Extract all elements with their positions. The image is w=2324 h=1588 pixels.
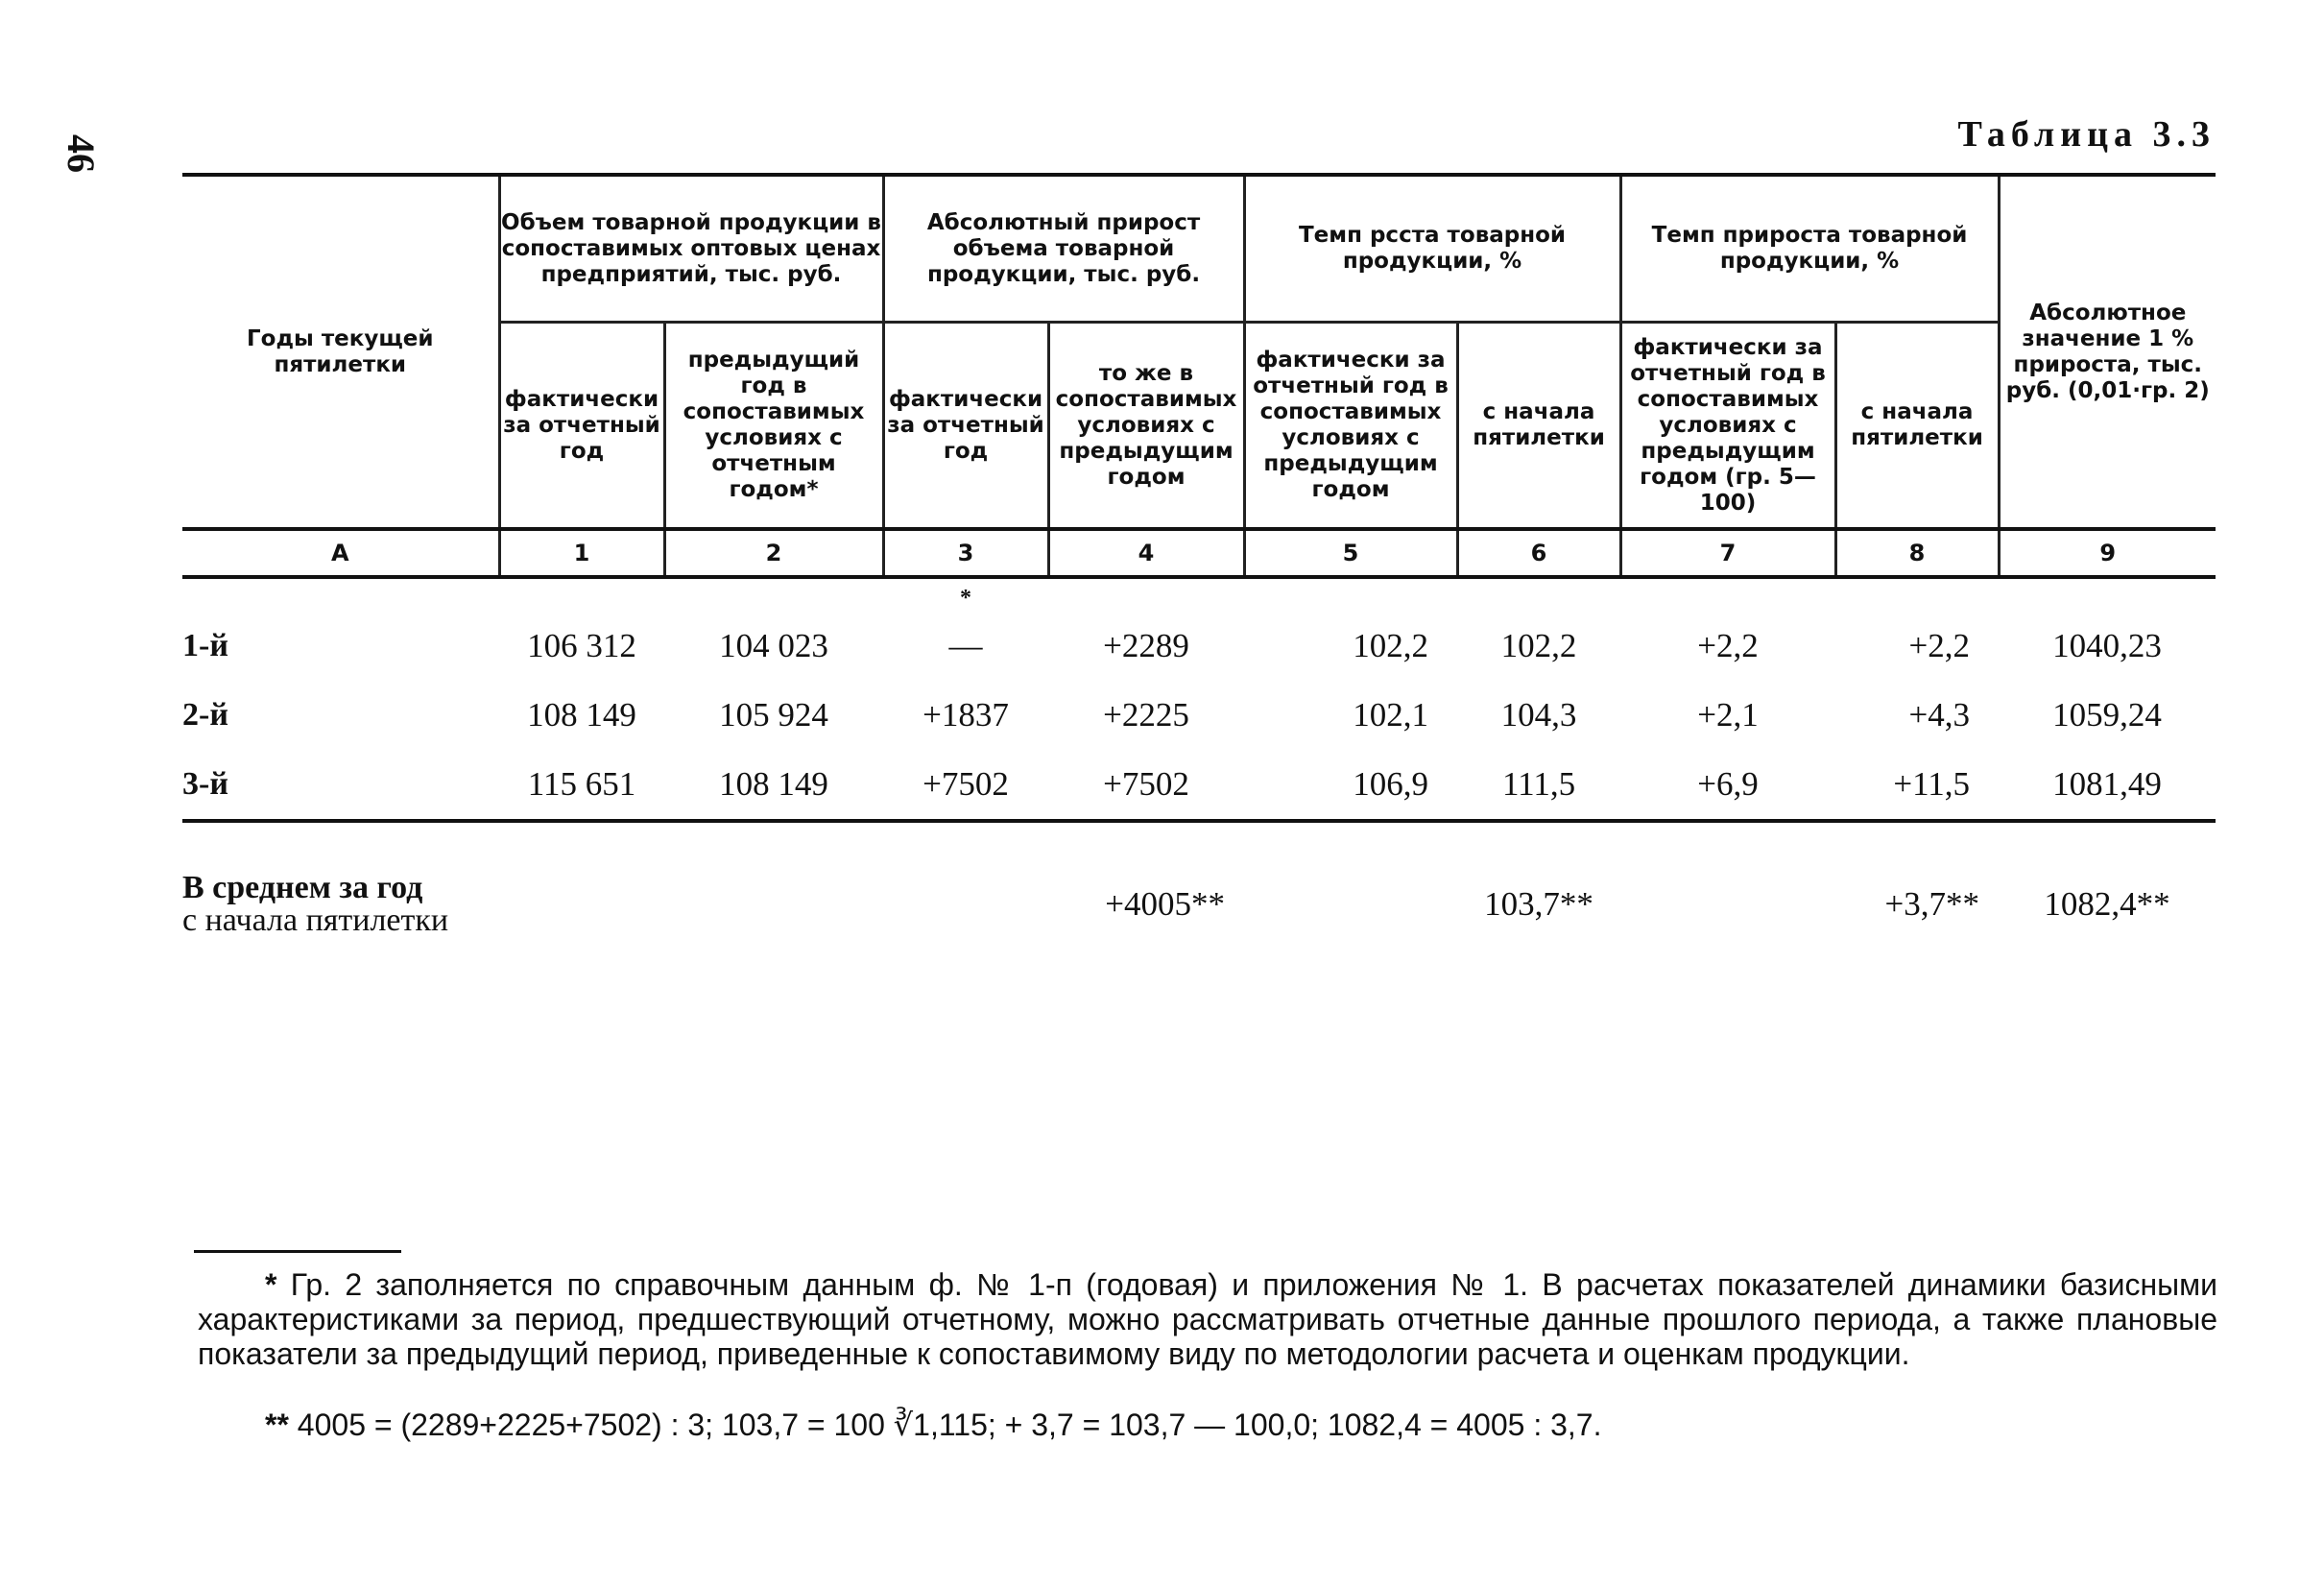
cell: 104,3 bbox=[1500, 696, 1577, 734]
cell: +2225 bbox=[1103, 696, 1189, 734]
average-c8: +3,7** bbox=[1884, 885, 1980, 923]
cell: +11,5 bbox=[1835, 750, 1999, 821]
footnote-2-text: 4005 = (2289+2225+7502) : 3; 103,7 = 100 ∛1,115; + 3,7 = 103,7 — 100,0; 1082,4 = 4005 : 3,7. bbox=[297, 1408, 1602, 1442]
row-year: 1-й bbox=[182, 628, 228, 663]
header-incr-start: с начала пятилетки bbox=[1835, 323, 1999, 530]
column-number: 6 bbox=[1457, 529, 1620, 577]
cell: +6,9 bbox=[1620, 750, 1835, 821]
average-c6: 103,7** bbox=[1484, 885, 1593, 923]
column-number: 9 bbox=[1999, 529, 2216, 577]
table-row bbox=[182, 750, 2216, 821]
cell: — bbox=[948, 627, 983, 664]
column-number-row bbox=[182, 529, 2216, 577]
column-number: 2 bbox=[664, 529, 883, 577]
average-c4: +4005** bbox=[1105, 885, 1226, 923]
header-incr-group: Темп прироста товарной продукции, % bbox=[1620, 175, 1999, 323]
header-row-1 bbox=[182, 175, 2216, 323]
column-number: 7 bbox=[1620, 529, 1835, 577]
stray-mark: * bbox=[960, 586, 972, 611]
footnote-1-mark: * bbox=[265, 1267, 277, 1302]
average-row bbox=[182, 861, 2216, 948]
spacer-row bbox=[182, 577, 2216, 612]
header-growth-start: с начала пятилетки bbox=[1457, 323, 1620, 530]
column-number: А bbox=[182, 529, 499, 577]
cell: +2289 bbox=[1103, 627, 1189, 664]
cell: 105 924 bbox=[719, 696, 828, 734]
row-year: 2-й bbox=[182, 697, 228, 733]
cell: 102,2 bbox=[1500, 627, 1577, 664]
header-incr-actual: фактически за отчетный год в сопоставимых условиях с предыдущим годом (гр. 5—100) bbox=[1620, 323, 1835, 530]
header-growth-actual: фактически за отчетный год в сопоставимых условиях с предыдущим годом bbox=[1244, 323, 1457, 530]
column-number: 4 bbox=[1048, 529, 1244, 577]
header-years: Годы текущей пятилетки bbox=[182, 175, 499, 529]
header-abs-value: Абсолютное значение 1 % прироста, тыс. руб. (0,01·гр. 2) bbox=[1999, 175, 2216, 529]
cell: 1081,49 bbox=[1999, 750, 2216, 821]
average-label bbox=[182, 861, 499, 948]
header-abs-group: Абсолютный прирост объема товарной продукции, тыс. руб. bbox=[883, 175, 1244, 323]
header-volume-group: Объем товарной продукции в сопоставимых оптовых ценах предприятий, тыс. руб. bbox=[499, 175, 883, 323]
average-label-line1: В среднем за год bbox=[182, 870, 423, 905]
cell: 111,5 bbox=[1457, 750, 1620, 821]
average-label-line2: с начала пятилетки bbox=[182, 902, 449, 938]
column-number: 3 bbox=[883, 529, 1048, 577]
table-row bbox=[182, 612, 2216, 681]
footnote-1-text: Гр. 2 заполняется по справочным данным ф. № 1-п (годовая) и приложения № 1. В расчетах показателей динамики базисными характеристиками за период, предшествующий отчетному, можно рассматривать отчетные данные прошлого периода, а также плановые показатели за предыдущий период, приведенные к сопоставимому виду по методологии расчета и оценкам продукции. bbox=[198, 1267, 2218, 1371]
column-number: 5 bbox=[1244, 529, 1457, 577]
cell: 108 149 bbox=[527, 696, 636, 734]
cell: +7502 bbox=[1048, 750, 1244, 821]
footnote-2 bbox=[198, 1408, 2217, 1442]
cell: 1059,24 bbox=[2052, 696, 2162, 734]
cell: 102,2 bbox=[1353, 627, 1429, 664]
data-table bbox=[182, 173, 2216, 948]
cell: +2,2 bbox=[1697, 627, 1759, 664]
cell: 102,1 bbox=[1353, 696, 1429, 734]
header-growth-group: Темп рсста товарной продукции, % bbox=[1244, 175, 1620, 323]
column-number: 1 bbox=[499, 529, 664, 577]
cell: 115 651 bbox=[499, 750, 664, 821]
header-volume-prev: предыдущий год в сопоставимых условиях с отчетным годом* bbox=[664, 323, 883, 530]
cell: +1837 bbox=[922, 696, 1009, 734]
header-volume-actual: фактически за отчетный год bbox=[499, 323, 664, 530]
table-row bbox=[182, 681, 2216, 750]
row-year: 3-й bbox=[182, 750, 499, 821]
table-title: Таблица 3.3 bbox=[1957, 114, 2216, 155]
page-number: 46 bbox=[60, 134, 103, 173]
cell: +2,1 bbox=[1697, 696, 1759, 734]
average-c9: 1082,4** bbox=[2044, 885, 2170, 923]
cell: 1040,23 bbox=[2052, 627, 2162, 664]
cell: +4,3 bbox=[1908, 696, 1971, 734]
cell: 106,9 bbox=[1244, 750, 1457, 821]
column-number: 8 bbox=[1835, 529, 1999, 577]
cell: +7502 bbox=[883, 750, 1048, 821]
cell: 104 023 bbox=[719, 627, 828, 664]
header-abs-actual: фактически за отчетный год bbox=[883, 323, 1048, 530]
cell: +2,2 bbox=[1908, 627, 1971, 664]
cell: 108 149 bbox=[664, 750, 883, 821]
footnote-1 bbox=[198, 1267, 2217, 1371]
header-abs-comparable: то же в сопоставимых условиях с предыдущим годом bbox=[1048, 323, 1244, 530]
footnote-2-mark: ** bbox=[265, 1408, 289, 1442]
footnote-rule bbox=[194, 1250, 401, 1253]
cell: 106 312 bbox=[527, 627, 636, 664]
